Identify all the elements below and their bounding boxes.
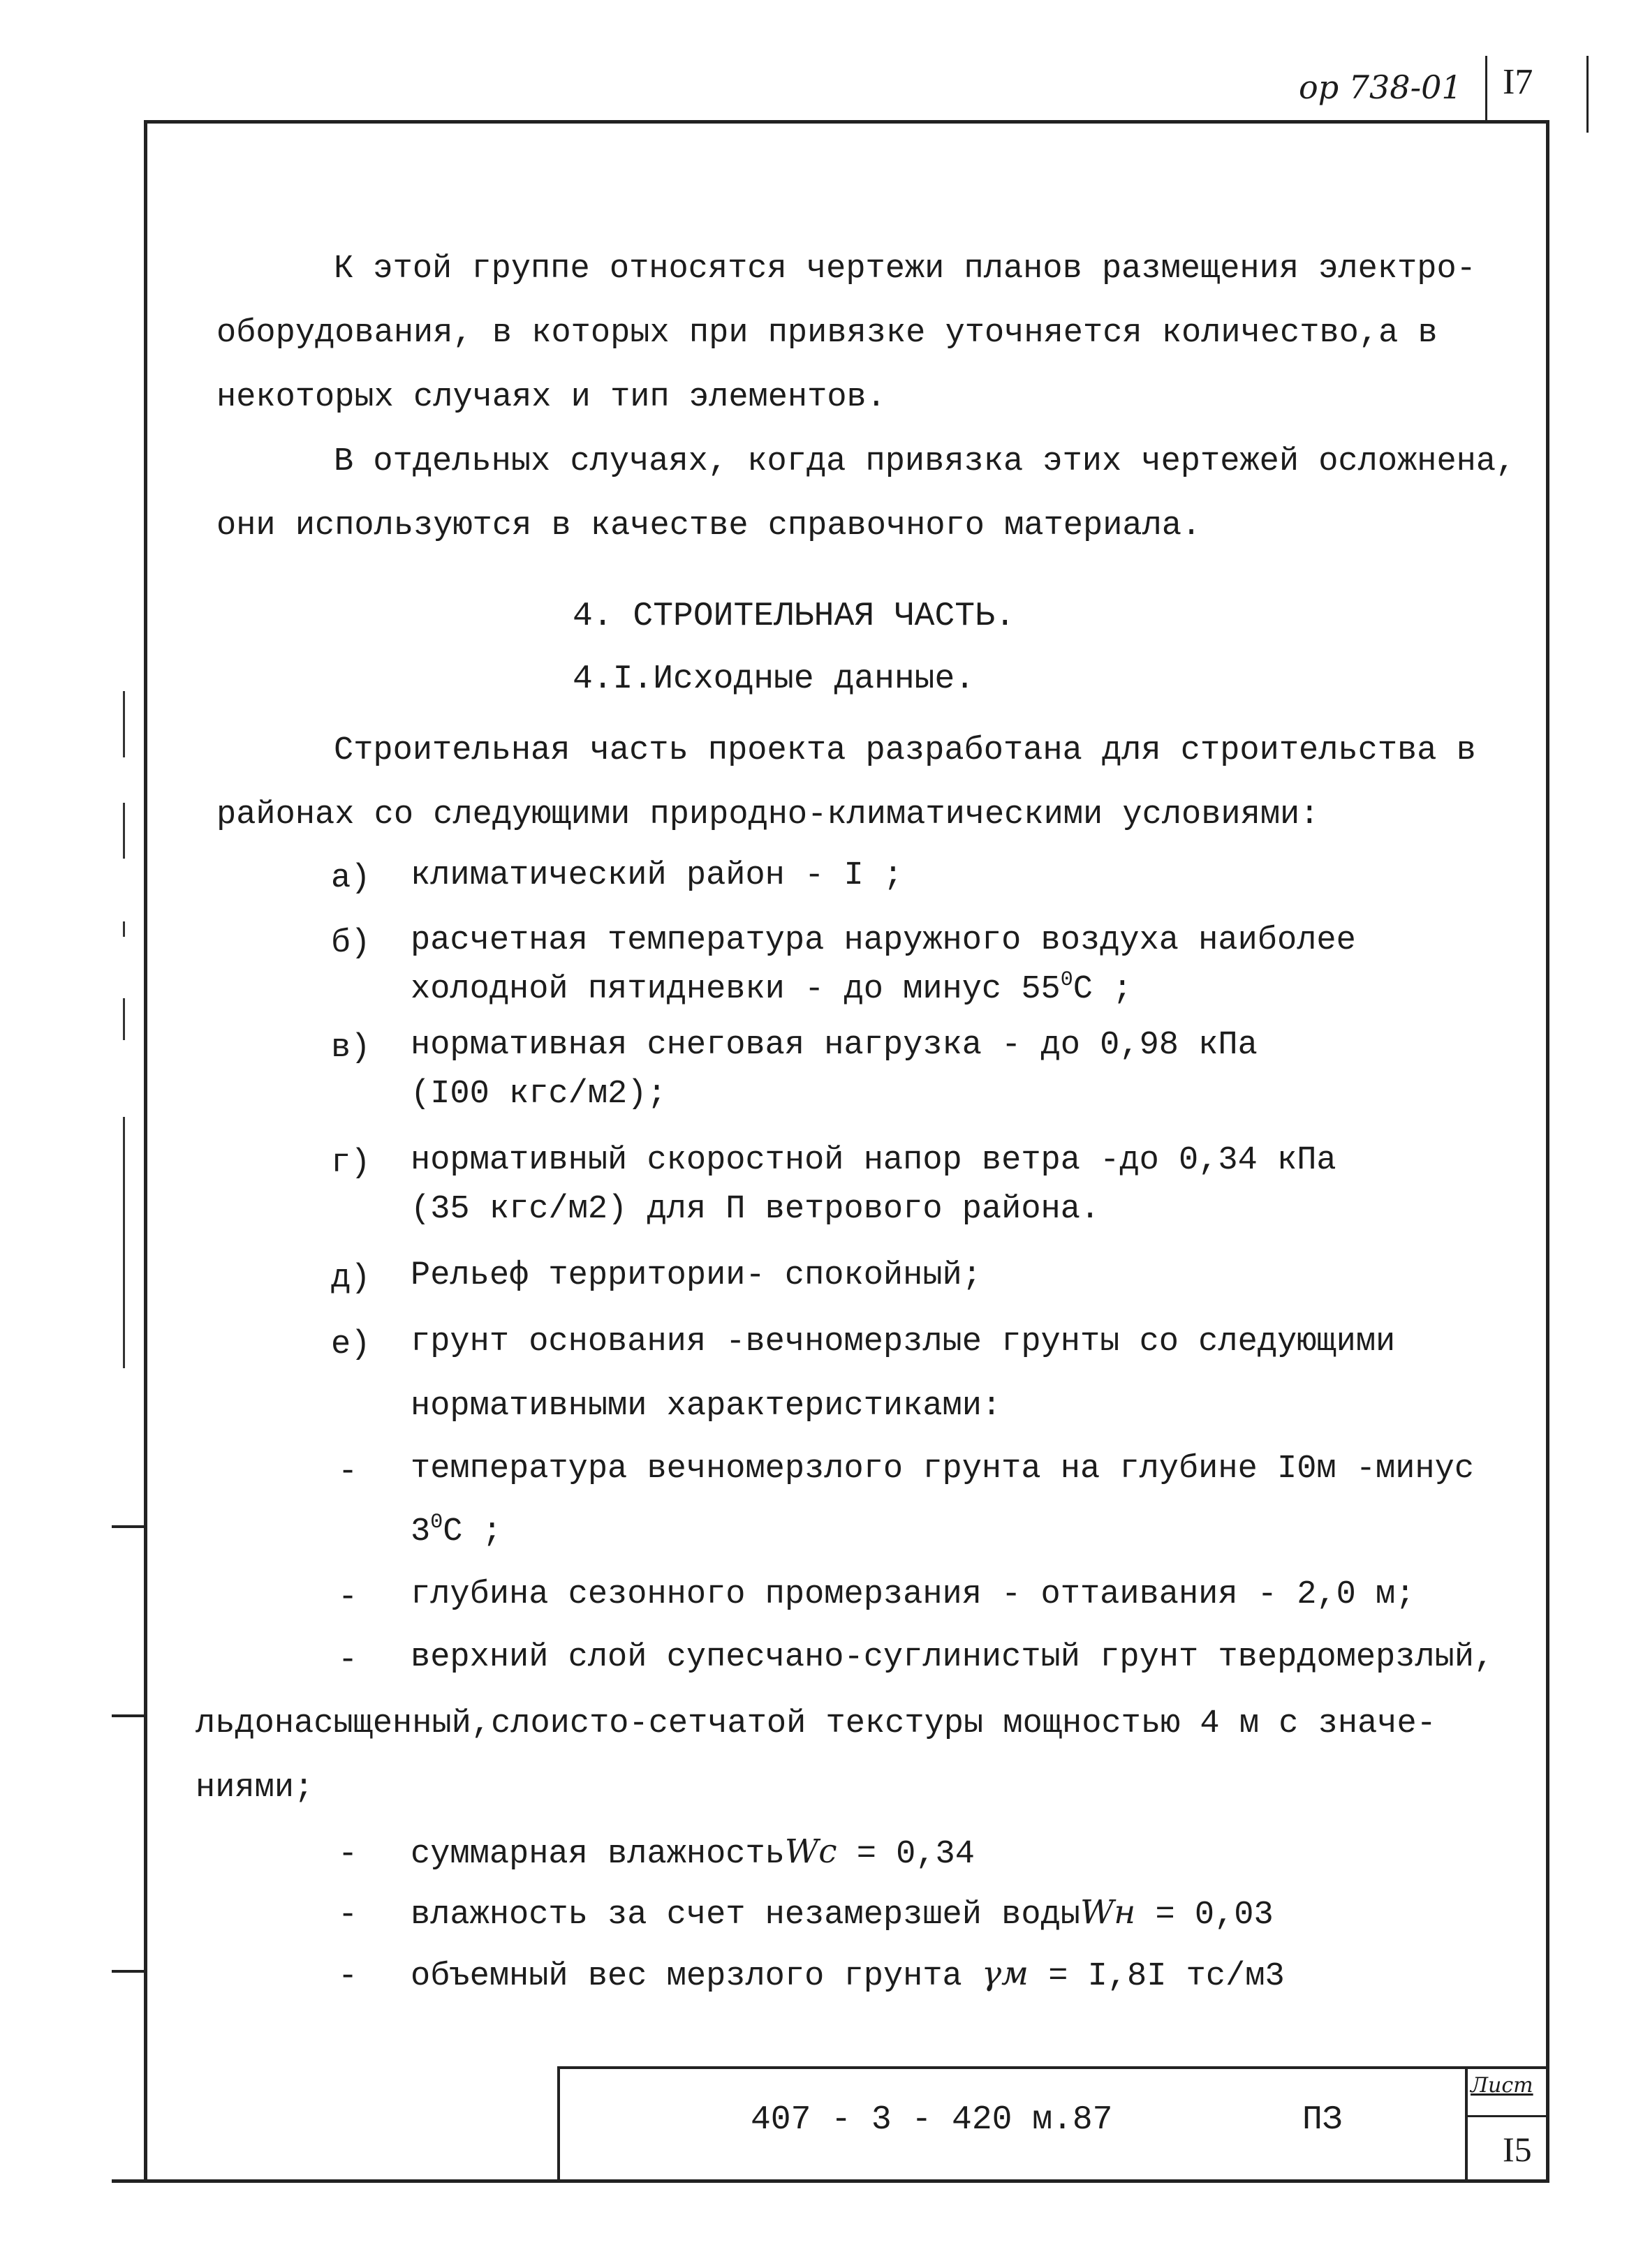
- condition-b-line-2-text: холодной пятидневки - до минус 55: [411, 971, 1061, 1008]
- value-2-label: влажность за счет незамерзшей воды: [411, 1897, 1080, 1934]
- section-heading: 4. СТРОИТЕЛЬНАЯ ЧАСТЬ.: [573, 598, 1015, 635]
- condition-a-line-1: климатический район - I ;: [411, 857, 904, 894]
- condition-b-line-2-end: С ;: [1073, 971, 1133, 1008]
- list-marker-a: а): [331, 860, 371, 897]
- list-marker-d: д): [331, 1260, 371, 1297]
- value-2-symbol: Wн: [1080, 1893, 1136, 1932]
- condition-g-line-2: (35 кгс/м2) для П ветрового района.: [411, 1191, 1100, 1228]
- characteristic-1-end: С ;: [443, 1513, 502, 1550]
- margin-mark: [123, 803, 125, 859]
- paragraph-1-line-2: оборудования, в которых при привязке уточняется количество,а в: [216, 315, 1438, 352]
- condition-d-line-1: Рельеф территории- спокойный;: [411, 1257, 982, 1294]
- title-block-doc-type: ПЗ: [1302, 2101, 1343, 2139]
- characteristic-3-line-2: льдонасыщенный,слоисто-сетчатой текстуры мощностью 4 м с значе-: [196, 1705, 1436, 1742]
- margin-tick: [112, 1714, 145, 1717]
- dash-marker: -: [338, 1642, 358, 1679]
- condition-b-line-2: [411, 965, 1132, 1014]
- frame-bottom-border: [112, 2179, 1549, 2183]
- frame-right-border: [1546, 120, 1549, 2183]
- dash-marker: -: [338, 1897, 358, 1934]
- handwritten-ref-code: ор 738-01: [1299, 68, 1462, 106]
- degree-superscript: 0: [1060, 968, 1073, 992]
- margin-tick: [112, 1970, 145, 1973]
- list-marker-g: г): [331, 1145, 371, 1182]
- title-block-code: 407 - 3 - 420 м.87: [751, 2101, 1113, 2139]
- paragraph-2-line-2: они используются в качестве справочного материала.: [216, 507, 1202, 544]
- value-3-number: = I,8I тс/м3: [1029, 1958, 1285, 1995]
- dash-marker: -: [338, 1579, 358, 1616]
- intro-line-2: районах со следующими природно-климатическими условиями:: [216, 796, 1320, 833]
- intro-line-1: Строительная часть проекта разработана для строительства в: [334, 732, 1476, 769]
- characteristic-3-line-3: ниями;: [196, 1770, 314, 1807]
- list-marker-b: б): [331, 925, 371, 962]
- value-total-moisture: [411, 1828, 975, 1879]
- condition-e-line-2: нормативными характеристиками:: [411, 1388, 1002, 1425]
- value-1-label: суммарная влажность: [411, 1836, 785, 1873]
- condition-b-line-1: расчетная температура наружного воздуха наиболее: [411, 922, 1356, 959]
- title-block-sheet-divider: [1465, 2066, 1468, 2181]
- margin-mark: [123, 691, 125, 757]
- value-1-number: = 0,34: [837, 1836, 975, 1873]
- condition-v-line-2: (I00 кгс/м2);: [411, 1076, 667, 1113]
- list-marker-e: е): [331, 1326, 371, 1363]
- condition-g-line-1: нормативный скоростной напор ветра -до 0,34 кПа: [411, 1142, 1336, 1179]
- paragraph-1-line-1: К этой группе относятся чертежи планов размещения электро-: [334, 251, 1476, 288]
- margin-stamp-strip: [123, 1117, 125, 1368]
- title-block-sheet-number: I5: [1503, 2130, 1532, 2169]
- characteristic-1-value: 3: [411, 1513, 431, 1550]
- title-block-top: [557, 2066, 1549, 2069]
- dash-marker: -: [338, 1836, 358, 1873]
- title-block-sheet-split: [1465, 2115, 1549, 2117]
- margin-tick: [112, 1525, 145, 1528]
- page-number-box-edge: [1586, 56, 1589, 133]
- characteristic-1-line-2: [411, 1508, 502, 1557]
- degree-superscript: 0: [430, 1511, 443, 1534]
- dash-marker: -: [338, 1453, 358, 1490]
- characteristic-2: глубина сезонного промерзания - оттаивания - 2,0 м;: [411, 1576, 1415, 1613]
- title-block-left: [557, 2066, 560, 2181]
- value-frozen-soil-weight: [411, 1950, 1285, 2001]
- value-2-number: = 0,03: [1135, 1897, 1274, 1934]
- frame-top-border: [144, 120, 1549, 124]
- dash-marker: -: [338, 1958, 358, 1995]
- list-marker-v: в): [331, 1030, 371, 1067]
- paragraph-2-line-1: В отдельных случаях, когда привязка этих чертежей осложнена,: [334, 443, 1516, 480]
- value-3-label: объемный вес мерзлого грунта: [411, 1958, 982, 1995]
- characteristic-1-line-1: температура вечномерзлого грунта на глубине I0м -минус: [411, 1451, 1475, 1488]
- value-unfrozen-water-moisture: [411, 1888, 1274, 1940]
- value-3-symbol: γм: [981, 1955, 1029, 1993]
- page-number: I7: [1503, 62, 1533, 102]
- characteristic-3-line-1: верхний слой супесчано-суглинистый грунт твердомерзлый,: [411, 1639, 1494, 1676]
- value-1-symbol: Wc: [784, 1832, 837, 1871]
- title-block-sheet-label: Лист: [1471, 2073, 1533, 2098]
- frame-left-border: [144, 120, 147, 2183]
- margin-mark: [123, 921, 125, 937]
- subsection-heading: 4.I.Исходные данные.: [573, 660, 975, 698]
- paragraph-1-line-3: некоторых случаях и тип элементов.: [216, 379, 886, 416]
- margin-mark: [123, 998, 125, 1040]
- page-number-box-divider: [1485, 56, 1487, 120]
- condition-e-line-1: грунт основания -вечномерзлые грунты со следующими: [411, 1324, 1396, 1361]
- condition-v-line-1: нормативная снеговая нагрузка - до 0,98 кПа: [411, 1027, 1258, 1064]
